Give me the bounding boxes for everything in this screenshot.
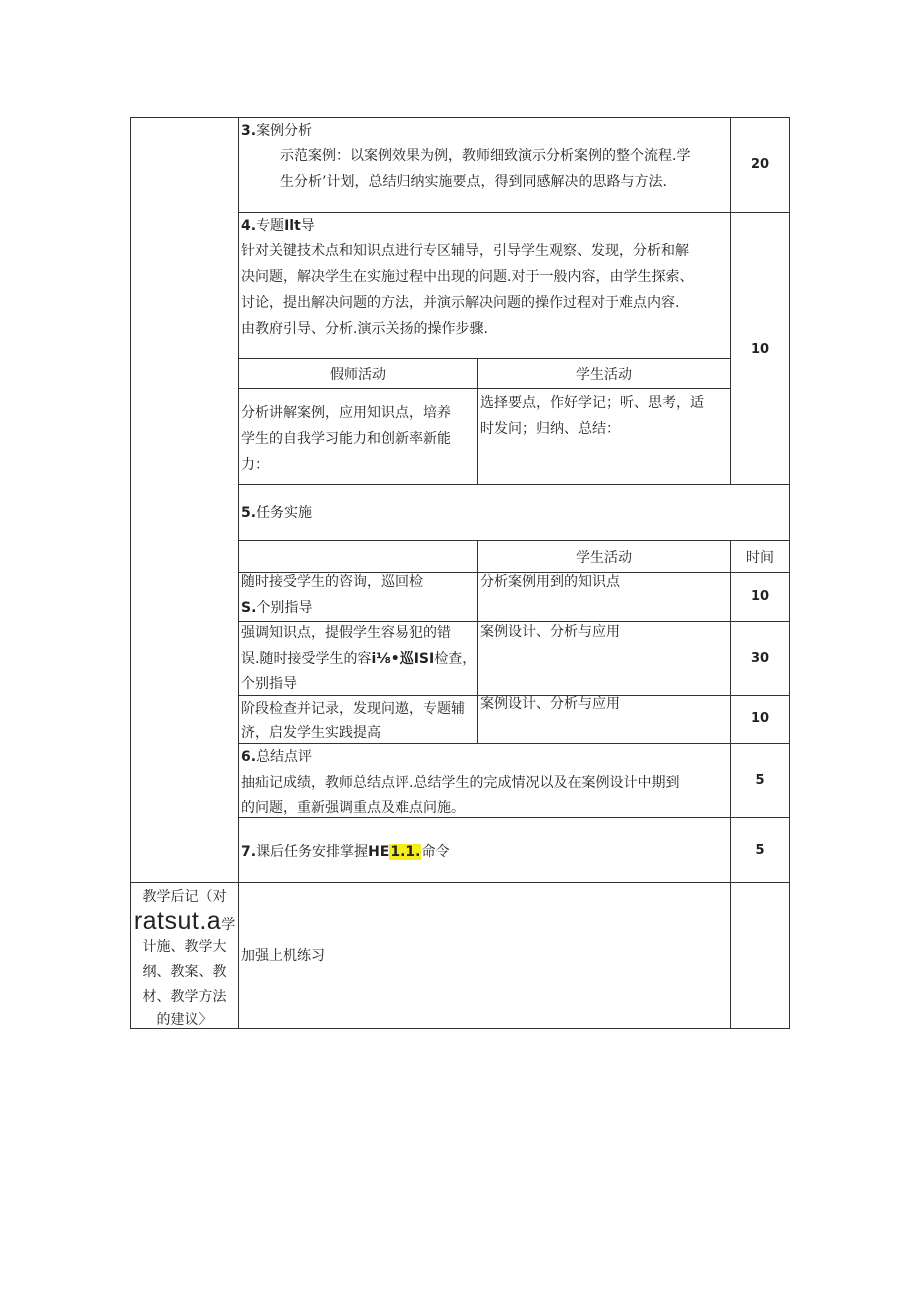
sec5-row2-teacher-l2: 误.随时接受学生的容i⅛•巡ISI检查， xyxy=(241,651,477,667)
sec4-line1: 针对关键技术点和知识点进行专区辅导，引导学生观察、发现，分析和解 xyxy=(241,243,689,259)
row-divider-sec4-header xyxy=(238,358,730,359)
sec5-row1-teacher-l1: 随时接受学生的咨询，巡回检 xyxy=(241,574,423,590)
sec5-row2-student: 案例设计、分析与应用 xyxy=(480,624,620,640)
sec6-time: 5 xyxy=(755,773,765,788)
after-content: 加强上机练习 xyxy=(241,948,325,964)
row-divider-sec7 xyxy=(130,882,790,883)
sec4-teacher-l1: 分析讲解案例，应用知识点，培养 xyxy=(241,405,451,421)
column-divider-time-upper xyxy=(730,117,731,485)
sec6-line2: 的问题，重新强调重点及难点问施。 xyxy=(241,800,465,816)
sec5-row1-time: 10 xyxy=(750,589,770,604)
sec4-teacher-l3: 力： xyxy=(241,457,269,473)
sec4-teacher-l2: 学生的自我学习能力和创新率新能 xyxy=(241,431,451,447)
after-label-l1: 教学后记（对 xyxy=(142,889,227,905)
sec5-row1-student: 分析案例用到的知识点 xyxy=(480,574,620,590)
sec4-time: 10 xyxy=(750,342,770,357)
row-divider-sec4-sub xyxy=(238,388,730,389)
sec4-line2: 决问题，解决学生在实施过程中出现的问题.对于一般内容，由学生探索、 xyxy=(241,269,694,285)
after-label-l4: 纲、教案、教 xyxy=(142,964,227,980)
sec4-line4: 由教府引导、分析.演示关扬的操作步骤. xyxy=(241,321,488,337)
sec5-row2-time: 30 xyxy=(750,651,770,666)
sec5-row3-teacher-l2: 济，启发学生实践提高 xyxy=(241,725,381,741)
sec3-line2: 生分析’计划，总结归纳实施要点，得到同感解决的思路与方法. xyxy=(280,174,667,190)
sec6-title: 6.总结点评 xyxy=(241,749,313,765)
sec4-line3: 讨论，提出解决问题的方法，并演示解决问题的操作过程对于难点内容. xyxy=(241,295,680,311)
row-divider-sec5-title xyxy=(238,540,790,541)
sec3-line1: 示范案例：以案例效果为例，教师细致演示分析案例的整个流程.学 xyxy=(280,148,691,164)
sec4-title: 4.专题Ilt导 xyxy=(241,218,315,234)
sec3-time: 20 xyxy=(750,157,770,172)
sec3-title: 3.案例分析 xyxy=(241,123,313,139)
sec5-time-header: 时间 xyxy=(746,550,774,566)
sec5-row2-teacher-l3: 个别指导 xyxy=(241,676,297,692)
sec5-row3-time: 10 xyxy=(750,711,770,726)
sec7-line: 7.课后任务安排掌握HE1.1.命令 xyxy=(241,844,450,860)
after-label-l6: 的建议〉 xyxy=(156,1012,213,1028)
sec5-student-header: 学生活动 xyxy=(576,550,632,566)
sec4-student-header: 学生活动 xyxy=(576,367,632,383)
sec7-time: 5 xyxy=(755,843,765,858)
after-label-l3: 计施、教学大 xyxy=(142,939,227,955)
sec5-row3-teacher-l1: 阶段检查并记录，发现问遨，专题辅 xyxy=(241,701,465,717)
column-divider-left xyxy=(238,117,239,1029)
sec5-title: 5.任务实施 xyxy=(241,505,313,521)
row-divider-sec3 xyxy=(238,212,790,213)
sec5-row2-teacher-l1: 强调知识点，提假学生容易犯的错 xyxy=(241,625,451,641)
row-divider-sec4 xyxy=(238,484,790,485)
after-label-l5: 材、教学方法 xyxy=(142,989,227,1005)
sec4-student-l2: 时发问；归纳、总结： xyxy=(480,421,620,437)
sec4-student-l1: 选择要点，作好学记；听、思考，适 xyxy=(480,395,704,411)
sec5-row3-student: 案例设计、分析与应用 xyxy=(480,696,620,712)
sec4-teacher-header: 假师活动 xyxy=(330,367,386,383)
sec6-line1: 抽疝记成绩，教师总结点评.总结学生的完成情况以及在案例设计中期到 xyxy=(241,775,680,791)
sec5-row1-teacher-l2: S.个别指导 xyxy=(241,600,313,616)
after-label-l2: ratsut.a学 xyxy=(133,907,236,935)
